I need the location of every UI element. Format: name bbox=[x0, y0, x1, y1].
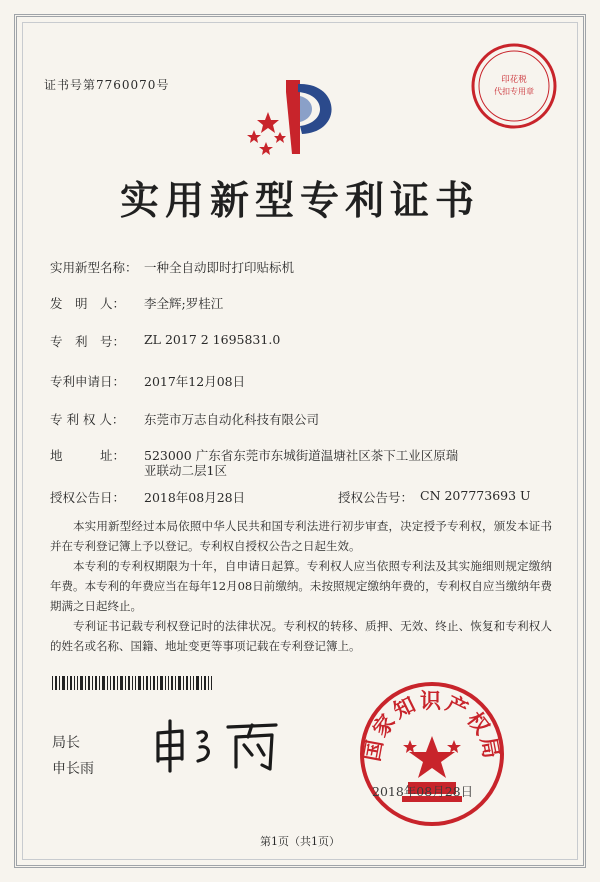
filing-date-value: 2017年12月08日 bbox=[144, 374, 246, 389]
grant-date-value: 2018年08月28日 bbox=[144, 490, 246, 505]
grant-number-row bbox=[338, 488, 531, 506]
address-line-2: 亚联动二层1区 bbox=[144, 463, 227, 478]
patent-number-value: ZL 2017 2 1695831.0 bbox=[144, 332, 281, 347]
patent-number-row bbox=[50, 332, 281, 350]
utility-model-name-label: 实用新型名称： bbox=[50, 260, 138, 275]
svg-text:代扣专用章: 代扣专用章 bbox=[494, 87, 534, 96]
svg-text:印花税: 印花税 bbox=[501, 75, 527, 85]
grant-date-row bbox=[50, 488, 246, 506]
svg-text:国家知识产权局: 国家知识产权局 bbox=[360, 689, 504, 764]
stamp-duty-seal-icon bbox=[470, 42, 558, 130]
cnipa-logo-icon bbox=[240, 72, 350, 162]
patent-number-label: 专 利 号： bbox=[50, 334, 126, 349]
barcode-icon bbox=[52, 676, 212, 690]
grant-number-value: CN 207773693 U bbox=[420, 488, 531, 503]
patentee-row bbox=[50, 410, 320, 428]
grant-date-label: 授权公告日： bbox=[50, 490, 126, 505]
utility-model-name-value: 一种全自动即时打印贴标机 bbox=[144, 260, 295, 275]
inventor-value: 李全辉;罗桂江 bbox=[144, 296, 224, 311]
address-line-1: 523000 广东省东莞市东城街道温塘社区茶下工业区原瑞 bbox=[144, 448, 459, 463]
director-name: 申长雨 bbox=[52, 761, 94, 777]
address-row bbox=[50, 446, 459, 478]
filing-date-label: 专利申请日： bbox=[50, 374, 126, 389]
filing-date-row bbox=[50, 372, 246, 390]
certificate-title: 实用新型专利证书 bbox=[119, 178, 480, 224]
director-title: 局长 bbox=[52, 735, 80, 751]
inventor-row bbox=[50, 294, 224, 312]
paragraph-term: 本专利的专利权期限为十年，自申请日起算。专利权人应当依照专利法及其实施细则规定缴纳年费。本专利的年费应当在每年12月08日前缴纳。未按照规定缴纳年费的，专利权自应当缴纳年费期满之日起终止。 bbox=[50, 559, 552, 613]
inventor-label: 发 明 人： bbox=[50, 296, 126, 311]
grant-number-label: 授权公告号： bbox=[338, 490, 414, 505]
address-label: 地 址： bbox=[50, 448, 126, 463]
paragraph-grant: 本实用新型经过本局依照中华人民共和国专利法进行初步审查，决定授予专利权，颁发本证书并在专利登记簿上予以登记。专利权自授权公告之日起生效。 bbox=[50, 519, 552, 553]
patentee-value: 东莞市万志自动化科技有限公司 bbox=[144, 412, 320, 427]
patentee-label: 专 利 权 人： bbox=[50, 412, 125, 427]
seal-date: 2018年08月28日 bbox=[372, 784, 474, 799]
director-signature-icon bbox=[148, 715, 298, 775]
paragraph-legal-status: 专利证书记载专利权登记时的法律状况。专利权的转移、质押、无效、终止、恢复和专利权人的姓名或名称、国籍、地址变更等事项记载在专利登记簿上。 bbox=[50, 619, 552, 653]
cnipa-seal-icon bbox=[358, 680, 506, 828]
certificate-number: 证书号第7760070号 bbox=[44, 78, 170, 92]
utility-model-name-row bbox=[50, 258, 295, 276]
page-footer: 第1页（共1页） bbox=[260, 835, 340, 848]
